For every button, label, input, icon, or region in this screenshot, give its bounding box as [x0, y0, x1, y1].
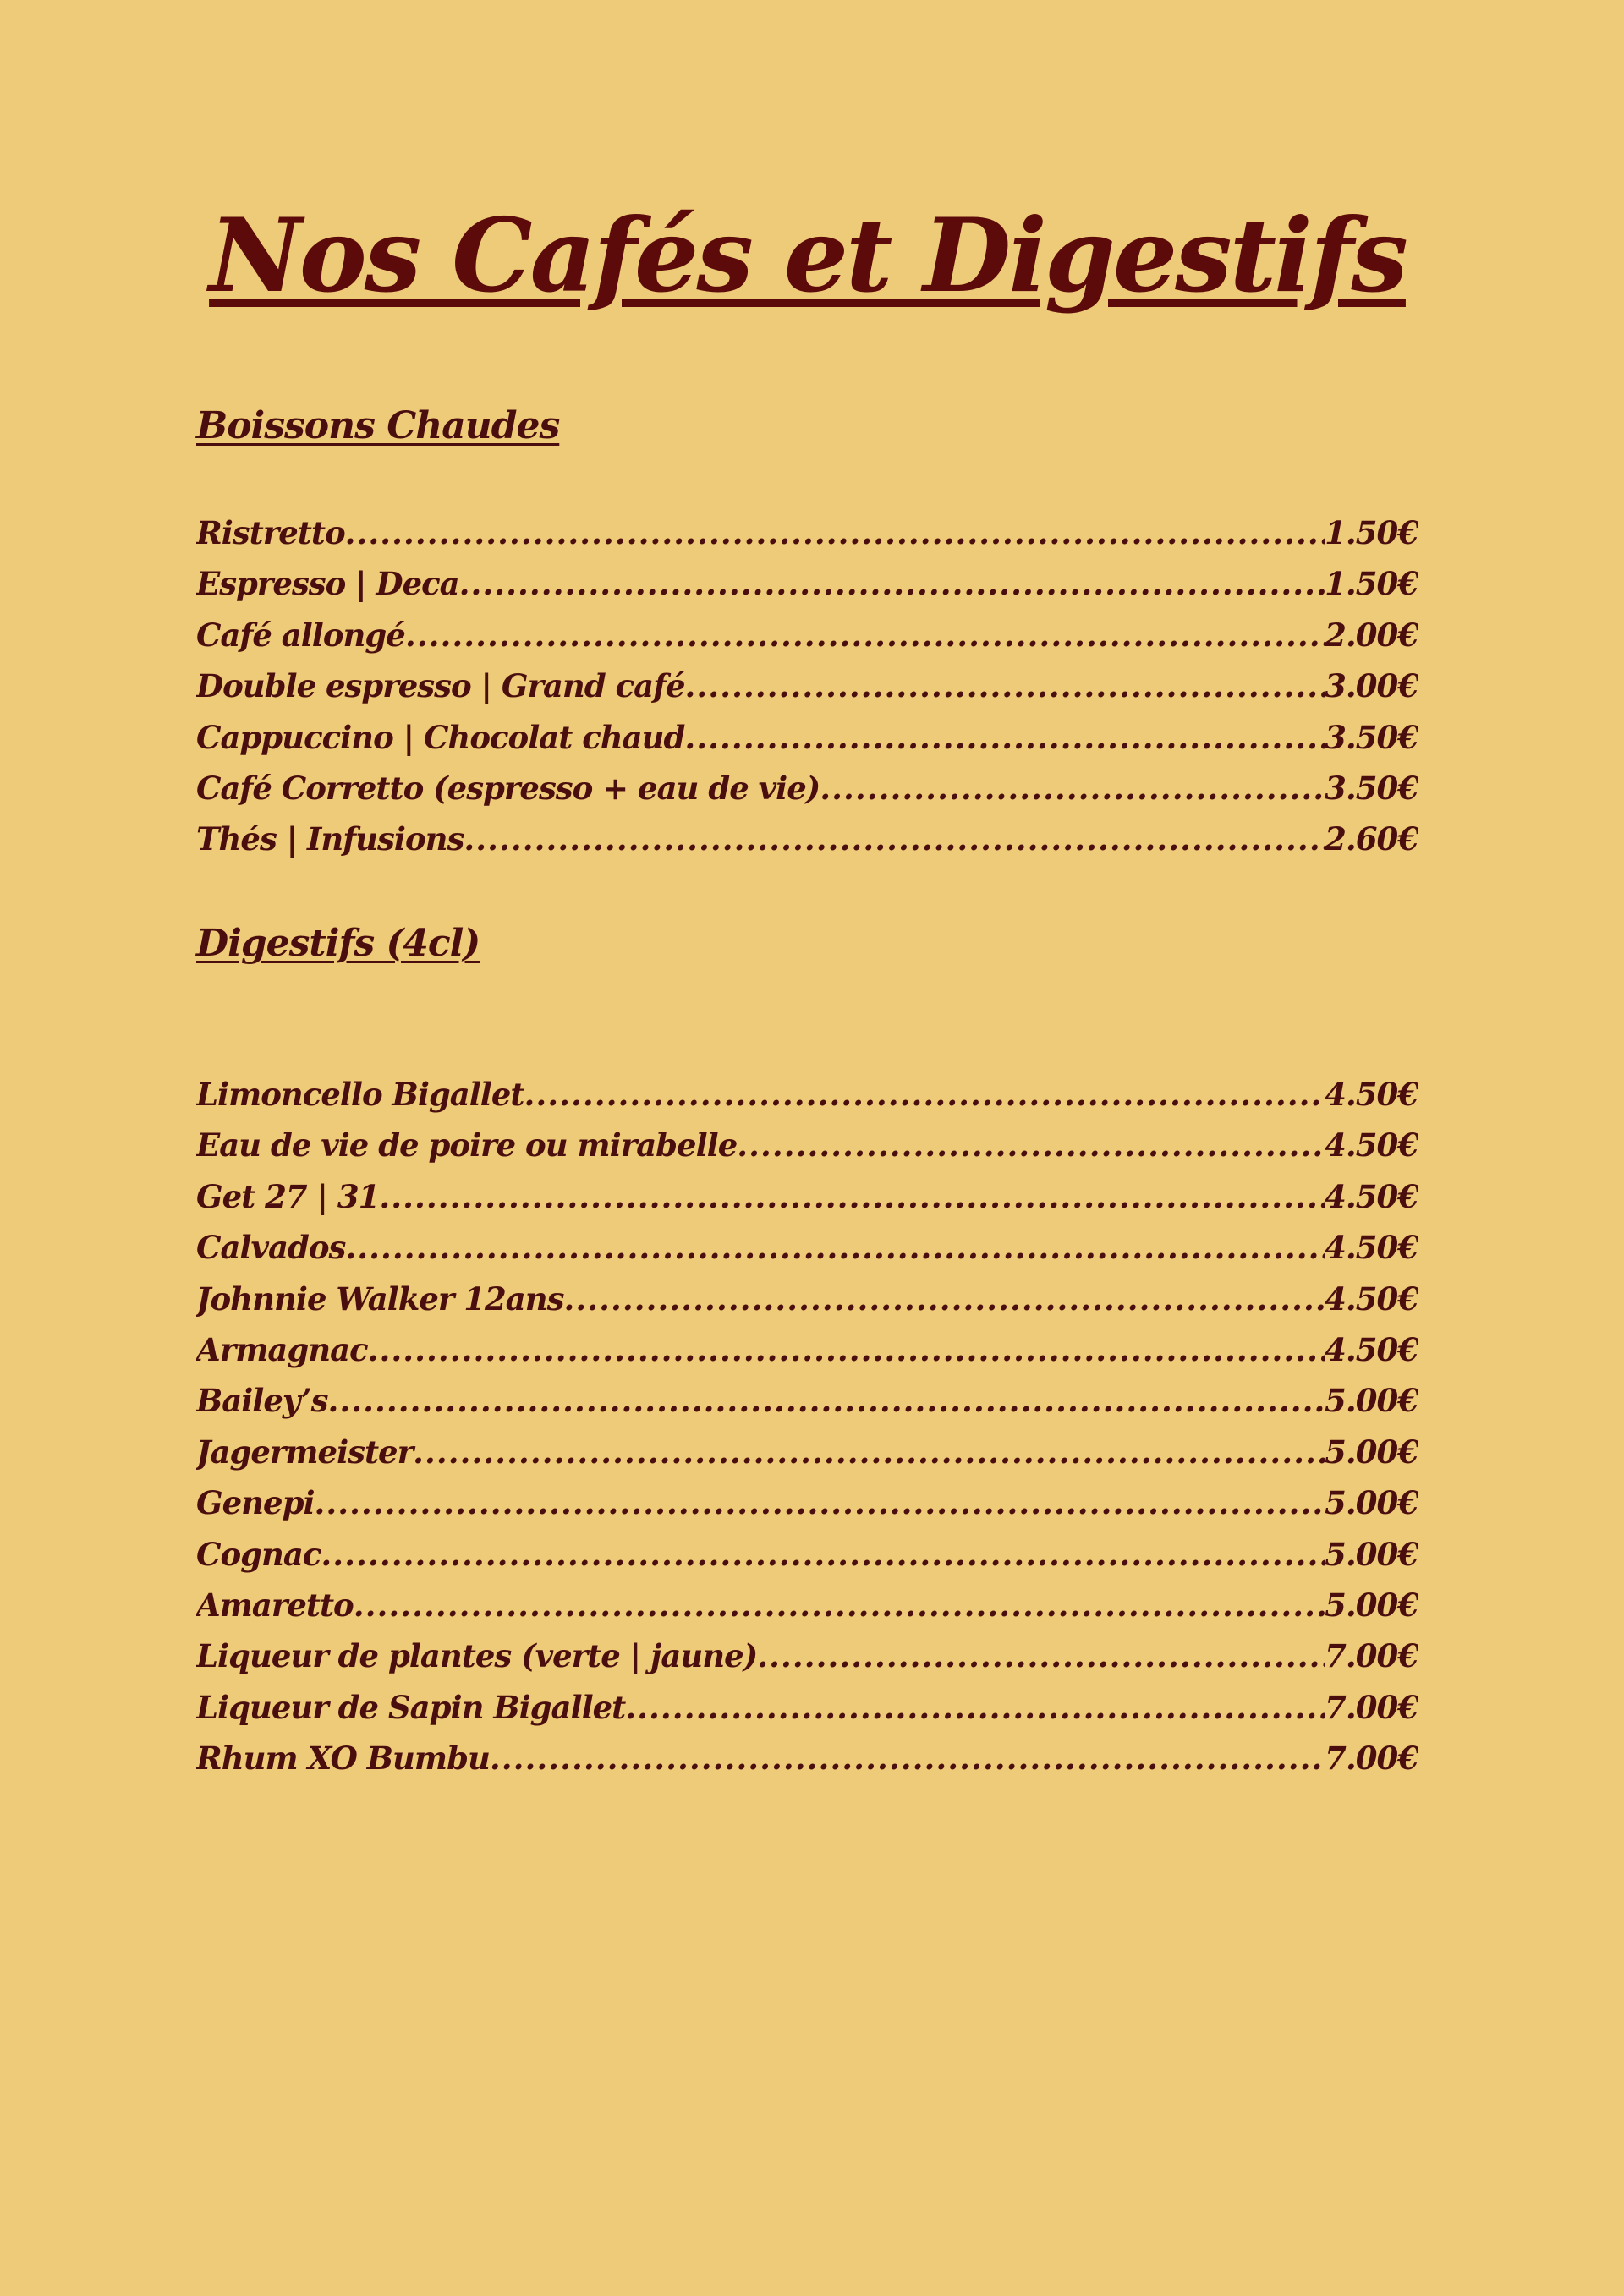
item-name: Espresso | Deca [196, 565, 459, 603]
item-name: Rhum XO Bumbu [196, 1740, 490, 1778]
item-name: Cappuccino | Chocolat chaud [196, 718, 685, 756]
item-price: 5.00€ [1325, 1535, 1418, 1573]
item-price: 7.00€ [1325, 1740, 1418, 1778]
list-item [196, 1529, 1418, 1580]
dot-leader [379, 1171, 1325, 1222]
dot-leader [368, 1324, 1325, 1375]
dot-leader [757, 1630, 1325, 1681]
item-price: 1.50€ [1325, 514, 1418, 551]
dot-leader [563, 1274, 1325, 1324]
dot-leader [345, 507, 1325, 558]
item-name: Bailey’s [196, 1382, 328, 1420]
list-item [196, 1682, 1418, 1733]
item-name: Double espresso | Grand café [196, 667, 685, 705]
item-price: 2.00€ [1325, 616, 1418, 654]
digestifs-list [196, 1069, 1418, 1784]
list-item [196, 1222, 1418, 1273]
list-item [196, 1069, 1418, 1120]
item-price: 5.00€ [1325, 1484, 1418, 1522]
dot-leader [625, 1682, 1325, 1733]
dot-leader [327, 1375, 1325, 1426]
item-price: 5.00€ [1325, 1586, 1418, 1624]
item-name: Ristretto [196, 514, 345, 551]
section-heading-text: Digestifs (4cl) [196, 922, 480, 965]
list-item [196, 558, 1418, 609]
item-price: 7.00€ [1325, 1637, 1418, 1675]
item-price: 5.00€ [1325, 1433, 1418, 1471]
list-item [196, 1274, 1418, 1324]
page-title [196, 193, 1418, 320]
item-name: Eau de vie de poire ou mirabelle [196, 1126, 738, 1164]
item-price: 4.50€ [1325, 1076, 1418, 1113]
item-price: 4.50€ [1325, 1330, 1418, 1368]
dot-leader [345, 1222, 1325, 1273]
item-name: Armagnac [196, 1330, 368, 1368]
item-name: Liqueur de Sapin Bigallet [196, 1688, 626, 1726]
item-name: Thés | Infusions [196, 820, 464, 858]
list-item [196, 1324, 1418, 1375]
dot-leader [490, 1733, 1325, 1784]
dot-leader [459, 558, 1325, 609]
list-item [196, 1427, 1418, 1477]
item-name: Calvados [196, 1229, 346, 1267]
page-title-text: Nos Cafés et Digestifs [209, 196, 1406, 315]
list-item [196, 1477, 1418, 1528]
dot-leader [685, 660, 1325, 711]
item-price: 4.50€ [1325, 1280, 1418, 1318]
item-price: 2.60€ [1325, 820, 1418, 858]
section-heading-hot-drinks [196, 401, 559, 452]
item-name: Genepi [196, 1484, 315, 1522]
dot-leader [737, 1120, 1325, 1170]
item-name: Limoncello Bigallet [196, 1076, 524, 1113]
list-item [196, 1375, 1418, 1426]
dot-leader [354, 1580, 1325, 1630]
item-name: Cognac [196, 1535, 321, 1573]
item-price: 4.50€ [1325, 1229, 1418, 1267]
item-price: 5.00€ [1325, 1382, 1418, 1420]
list-item [196, 763, 1418, 814]
item-name: Amaretto [196, 1586, 354, 1624]
item-price: 1.50€ [1325, 565, 1418, 603]
list-item [196, 610, 1418, 660]
list-item [196, 1171, 1418, 1222]
dot-leader [524, 1069, 1325, 1120]
item-price: 7.00€ [1325, 1688, 1418, 1726]
list-item [196, 1120, 1418, 1170]
item-name: Café allongé [196, 616, 405, 654]
list-item [196, 660, 1418, 711]
list-item [196, 1580, 1418, 1630]
section-heading-text: Boissons Chaudes [196, 404, 560, 447]
item-price: 3.50€ [1325, 718, 1418, 756]
dot-leader [684, 712, 1325, 763]
list-item [196, 712, 1418, 763]
dot-leader [321, 1529, 1325, 1580]
list-item [196, 1733, 1418, 1784]
list-item [196, 814, 1418, 864]
item-name: Café Corretto (espresso + eau de vie) [196, 769, 820, 807]
list-item [196, 1630, 1418, 1681]
item-name: Jagermeister [196, 1433, 414, 1471]
item-price: 4.50€ [1325, 1177, 1418, 1215]
dot-leader [413, 1427, 1325, 1477]
item-name: Johnnie Walker 12ans [196, 1280, 564, 1318]
item-price: 3.00€ [1325, 667, 1418, 705]
dot-leader [315, 1477, 1325, 1528]
dot-leader [820, 763, 1325, 814]
item-name: Liqueur de plantes (verte | jaune) [196, 1637, 758, 1675]
dot-leader [405, 610, 1325, 660]
list-item [196, 507, 1418, 558]
hot-drinks-list [196, 507, 1418, 865]
item-price: 3.50€ [1325, 769, 1418, 807]
dot-leader [464, 814, 1325, 864]
item-price: 4.50€ [1325, 1126, 1418, 1164]
section-heading-digestifs [196, 918, 480, 969]
item-name: Get 27 | 31 [196, 1177, 380, 1215]
